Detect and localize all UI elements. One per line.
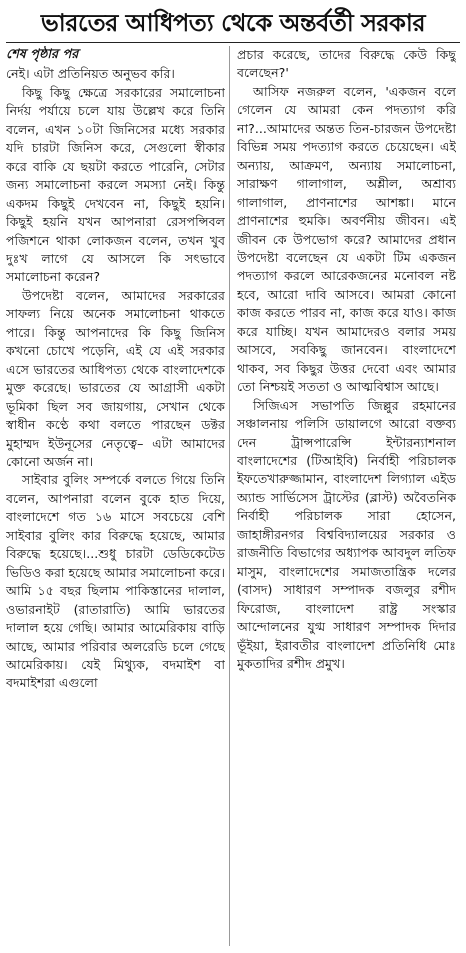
article-paragraph: নেই। এটা প্রতিনিয়ত অনুভব করি। <box>6 66 175 82</box>
headline: ভারতের আধিপত্য থেকে অন্তর্বর্তী সরকার <box>40 9 426 37</box>
article-paragraph: আসিফ নজরুল বলেন, 'একজন বলে গেলেন যে আমরা কেন পদত্যাগ করি না?...আমাদের অন্তত তিন-চারজন উপদেষ্টা বিভিন্ন সময় পদত্যাগ করতে চেয়েছেন। এই অন্যায়, আক্রমণ, অন্যায় সমালোচনা, সারাক্ষণ গালাগাল, অশ্লীল, অশ্রাব্য গালাগাল, প্রাণনাশের আশঙ্কা। মানে প্রাণনাশের হুমকি। অবর্ণনীয় জীবন। এই জীবন কে উপভোগ করে? আমাদের প্রধান উপদেষ্টা বলেছেন যে একটা টিম একজন পদত্যাগ করলে আরেকজনের মনোবল নষ্ট হবে, আরো দাবি আসবে। আমরা কোনো কাজ করতে পারব না, কাজ করে যাও। কাজ করে যাচ্ছি। যখন আমাদেরও বলার সময় আসবে, সবকিছু জানবেন। বাংলাদেশে থাকব, সব কিছুর উত্তর দেবো এবং আমার তো নিশ্চয়ই সততা ও আত্মবিশ্বাস আছে। <box>237 83 456 395</box>
continuation-kicker: শেষ পৃষ্ঠার পর <box>6 47 79 62</box>
column-divider <box>229 46 230 946</box>
article-paragraph: উপদেষ্টা বলেন, আমাদের সরকারের সাফল্য নিয়ে অনেক সমালোচনা থাকতে পারে। কিন্তু আপনাদের কি কিছু জিনিস কখনো চোখে পড়েনি, এই যে এই সরকার এসে ভারতের আধিপত্য থেকে বাংলাদেশকে মুক্ত করেছে। ভারতের যে আগ্রাসী একটা ভূমিকা ছিল সব জায়গায়, সেখান থেকে স্বাধীন কণ্ঠে কথা বলতে পারছেন ডক্টর মুহাম্মদ ইউনূসের নেতৃত্বে– এটা আমাদের কোনো অর্জন না। <box>6 287 225 469</box>
article-paragraph: সিজিএস সভাপতি জিল্লুর রহমানের সঞ্চালনায় পলিসি ডায়ালগে আরো বক্তব্য দেন ট্রান্সপারেন্সি ইন্টারন্যাশনাল বাংলাদেশের (টিআইবি) নির্বাহী পরিচালক ইফতেখারুজ্জামান, বাংলাদেশ লিগ্যাল এইড অ্যান্ড সার্ভিসেস ট্রাস্টের (ব্লাস্ট) অবৈতনিক নির্বাহী পরিচালক সারা হোসেন, জাহাঙ্গীরনগর বিশ্ববিদ্যালয়ের সরকার ও রাজনীতি বিভাগের অধ্যাপক আবদুল লতিফ মাসুম, বাংলাদেশের সমাজতান্ত্রিক দলের (বাসদ) সাধারণ সম্পাদক বজলুর রশীদ ফিরোজ, বাংলাদেশ রাষ্ট্র সংস্কার আন্দোলনের যুগ্ম সাধারণ সম্পাদক দিদার ভূঁইয়া, ইরাবতীর বাংলাদেশ প্রতিনিধি মোঃ মুকতাদির রশীদ প্রমুখ। <box>237 397 456 671</box>
article-column-right <box>237 46 456 946</box>
article-paragraph: কিছু কিছু ক্ষেত্রে সরকারের সমালোচনা নির্দয় পর্যায়ে চলে যায় উল্লেখ করে তিনি বলেন, এখন ১০টা জিনিসের মধ্যে সরকার যদি চারটা জিনিস করে, সেগুলো স্বীকার করে বাকি যে ছয়টা করতে পারেনি, সেটার জন্য সমালোচনা করলে সমস্যা নেই। কিন্তু একদম কিছুই দেখবেন না, কিছুই হয়নি। কিছুই হয়নি যখন আপনারা রেসপন্সিবল পজিশনে থাকা লোকজন বলেন, তখন খুব দুঃখ লাগে যে আসলে কি সৎভাবে সমালোচনা করেন? <box>6 84 225 285</box>
article-paragraph: প্রচার করেছে, তাদের বিরুদ্ধে কেউ কিছু বলেছেন?' <box>237 47 456 81</box>
article-paragraph: সাইবার বুলিং সম্পর্কে বলতে গিয়ে তিনি বলেন, আপনারা বলেন বুকে হাত দিয়ে, বাংলাদেশে গত ১৬ মাসে সবচেয়ে বেশি সাইবার বুলিং কার বিরুদ্ধে হয়েছে, আমার বিরুদ্ধে হয়েছে।...শুধু চারটা ডেডিকেটেড ভিডিও করা হয়েছে আমার সমালোচনা করে। আমি ১৫ বছর ছিলাম পাকিস্তানের দালাল, ওভারনাইট (রাতারাতি) আমি ভারতের দালাল হয়ে গেছি। আমার আমেরিকায় বাড়ি আছে, আমার পরিবার অলরেডি চলে গেছে আমেরিকায়। যেই মিথ্যুক, বদমাইশ বা বদমাইশরা এগুলো <box>6 472 225 691</box>
article-column-left <box>6 46 225 946</box>
headline-rule <box>6 42 460 43</box>
